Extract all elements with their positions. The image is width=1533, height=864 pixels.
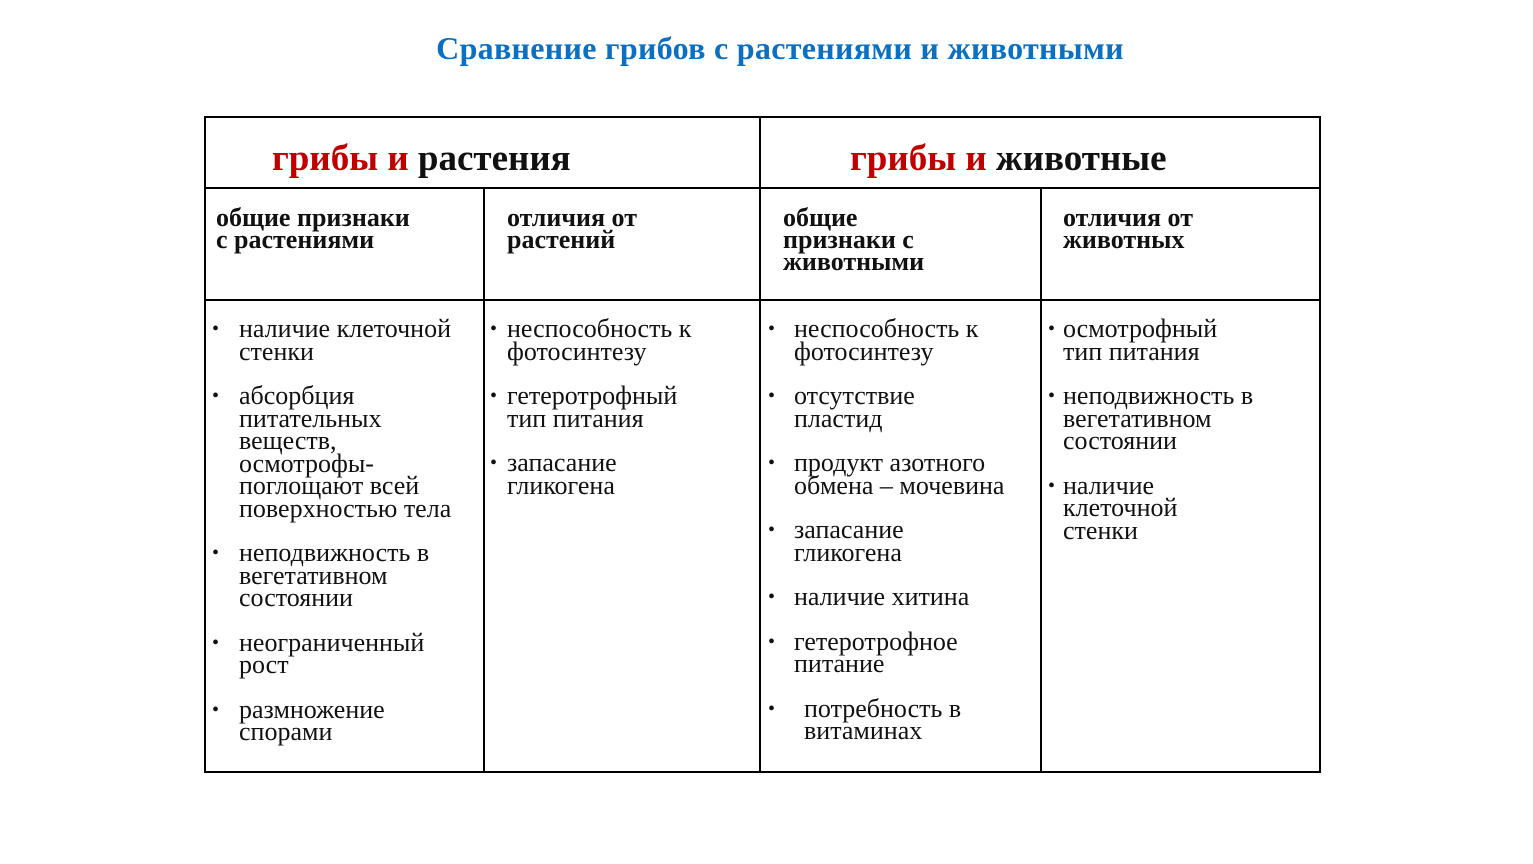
table-row-divider-2 <box>204 299 1321 301</box>
column-diff-plants <box>490 314 755 519</box>
list-item: • наличие клеточной стенки <box>1048 470 1178 545</box>
table-divider-right <box>1040 187 1042 773</box>
table-row-divider-1 <box>204 187 1321 189</box>
page-title: Сравнение грибов с растениями и животными <box>436 30 1124 66</box>
list-item: • гетеротрофный тип питания <box>490 381 678 433</box>
bullet-icon: • <box>1048 318 1056 340</box>
bullet-icon: • <box>212 385 220 407</box>
column-common-plants <box>212 314 480 766</box>
column-header-diff-animals: отличия от животных <box>1063 203 1193 254</box>
table-border-bottom <box>204 771 1321 773</box>
list-item: • продукт азотного обмена – мочевина <box>768 448 1005 500</box>
bullet-icon: • <box>768 697 776 720</box>
list-item: • неспособность к фотосинтезу <box>768 314 979 366</box>
list-item: • потребность в витаминах <box>768 693 962 745</box>
bullet-icon: • <box>768 385 776 407</box>
bullet-icon: • <box>768 452 776 474</box>
list-item: • наличие хитина <box>768 582 970 611</box>
group-header-rest: растения <box>408 138 571 179</box>
group-header-highlight: грибы и <box>272 138 409 179</box>
list-item: • наличие клеточной стенки <box>212 314 451 366</box>
bullet-icon: • <box>768 586 776 608</box>
bullet-icon: • <box>490 385 498 407</box>
bullet-icon: • <box>1048 385 1056 407</box>
column-header-common-animals: общие признаки с животными <box>783 203 925 276</box>
list-item: • неспособность к фотосинтезу <box>490 314 692 366</box>
group-header-rest: животные <box>986 138 1167 179</box>
column-header-common-plants: общие признаки с растениями <box>216 203 410 254</box>
bullet-icon: • <box>490 318 498 340</box>
list-item: • гетеротрофное питание <box>768 626 958 678</box>
list-item: • неограниченный рост <box>212 627 425 679</box>
group-header-animals <box>850 137 1167 180</box>
list-item: • запасание гликогена <box>490 448 617 500</box>
bullet-icon: • <box>212 631 220 654</box>
bullet-icon: • <box>212 698 220 721</box>
bullet-icon: • <box>768 519 776 541</box>
bullet-icon: • <box>1048 474 1056 497</box>
table-border-right <box>1319 116 1321 773</box>
table-divider-left <box>483 187 485 773</box>
table-border-left <box>204 116 206 773</box>
list-item: • запасание гликогена <box>768 515 904 567</box>
list-item: • неподвижность в вегетативном состоянии <box>1048 381 1254 455</box>
list-item: • размножение спорами <box>212 694 385 746</box>
bullet-icon: • <box>490 452 498 474</box>
column-diff-animals <box>1048 314 1316 564</box>
column-common-animals <box>768 314 1036 765</box>
column-header-diff-plants: отличия от растений <box>507 203 637 254</box>
group-header-plants <box>272 137 571 180</box>
group-header-highlight: грибы и <box>850 138 987 179</box>
list-item: • неподвижность в вегетативном состоянии <box>212 538 430 612</box>
bullet-icon: • <box>212 318 220 340</box>
list-item: • осмотрофный тип питания <box>1048 314 1218 366</box>
bullet-icon: • <box>212 542 220 564</box>
bullet-icon: • <box>768 630 776 653</box>
table-divider-middle <box>759 116 761 773</box>
table-border-top <box>204 116 1321 118</box>
list-item: • отсутствие пластид <box>768 381 915 433</box>
list-item: • абсорбция питательных веществ, осмотрофы- поглощают всей поверхностью тела <box>212 381 452 523</box>
bullet-icon: • <box>768 318 776 340</box>
